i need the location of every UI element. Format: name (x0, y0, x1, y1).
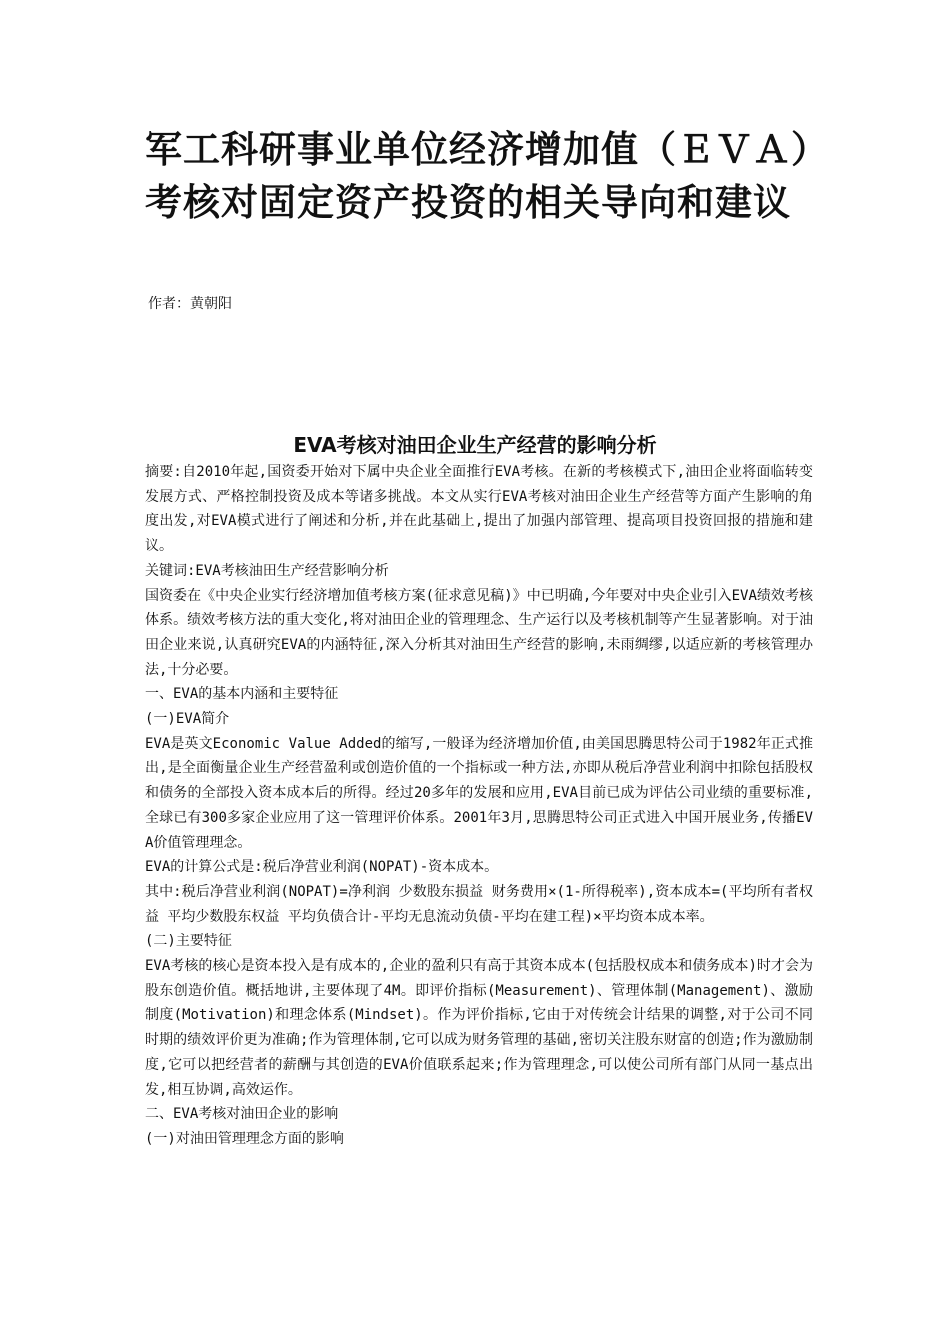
section-heading-2: 二、EVA考核对油田企业的影响 (145, 1106, 339, 1123)
features-paragraph: EVA考核的核心是资本投入是有成本的,企业的盈利只有高于其资本成本(包括股权成本和债务成本)时才会为股东创造价值。概括地讲,主要体现了4M。即评价指标(Measurement)、管理体制(Management)、激励制度(Motivation)和理念体系(Mindset)。作为评价指标,它由于对传统会计结果的调整,对于公司不同时期的绩效评价更为准确;作为管理体制,它可以成为财务管理的基础,密切关注股东财富的创造;作为激励制度,它可以把经营者的薪酬与其创造的EVA价值联系起来;作为管理理念,可以使公司所有部门从同一基点出发,相互协调,高效运作。 (145, 958, 813, 1098)
keywords-line: 关键词:EVA考核油田生产经营影响分析 (145, 562, 389, 579)
formula-detail-paragraph: 其中:税后净营业利润(NOPAT)=净利润 少数股东损益 财务费用×(1-所得税率),资本成本=(平均所有者权益 平均少数股东权益 平均负债合计-平均无息流动负债-平均在建工程)×平均资本成本率。 (145, 883, 813, 925)
abstract-paragraph: 摘要:自2010年起,国资委开始对下属中央企业全面推行EVA考核。在新的考核模式下,油田企业将面临转变发展方式、严格控制投资及成本等诸多挑战。本文从实行EVA考核对油田企业生产经营等方面产生影响的角度出发,对EVA模式进行了阐述和分析,并在此基础上,提出了加强内部管理、提高项目投资回报的措施和建议。 (145, 464, 813, 555)
document-main-title: 军工科研事业单位经济增加值（ＥＶＡ）考核对固定资产投资的相关导向和建议 (145, 128, 811, 224)
subsection-heading-2-1: (一)对油田管理理念方面的影响 (145, 1130, 344, 1147)
author-line: 作者：黄朝阳 (148, 296, 232, 312)
section-heading-1: 一、EVA的基本内涵和主要特征 (145, 686, 339, 703)
subsection-heading-1-1: (一)EVA简介 (145, 711, 230, 728)
eva-intro-paragraph: EVA是英文Economic Value Added的缩写,一般译为经济增加价值,由美国思腾思特公司于1982年正式推出,是全面衡量企业生产经营盈利或创造价值的一个指标或一种方法,亦即从税后净营业利润中扣除包括股权和债务的全部投入资本成本后的所得。经过20多年的发展和应用,EVA目前已成为评估公司业绩的重要标准,全球已有300多家企业应用了这一管理评价体系。2001年3月,思腾思特公司正式进入中国开展业务,传播EVA价值管理理念。 (145, 735, 813, 851)
formula-line: EVA的计算公式是:税后净营业利润(NOPAT)-资本成本。 (145, 859, 499, 876)
article-body (145, 460, 813, 1152)
subsection-heading-1-2: (二)主要特征 (145, 933, 232, 950)
article-title: EVA考核对油田企业生产经营的影响分析 (293, 433, 657, 457)
intro-paragraph: 国资委在《中央企业实行经济增加值考核方案(征求意见稿)》中已明确,今年要对中央企业引入EVA绩效考核体系。绩效考核方法的重大变化,将对油田企业的管理理念、生产运行以及考核机制等产生显著影响。对于油田企业来说,认真研究EVA的内涵特征,深入分析其对油田生产经营的影响,未雨绸缪,以适应新的考核管理办法,十分必要。 (145, 587, 813, 678)
